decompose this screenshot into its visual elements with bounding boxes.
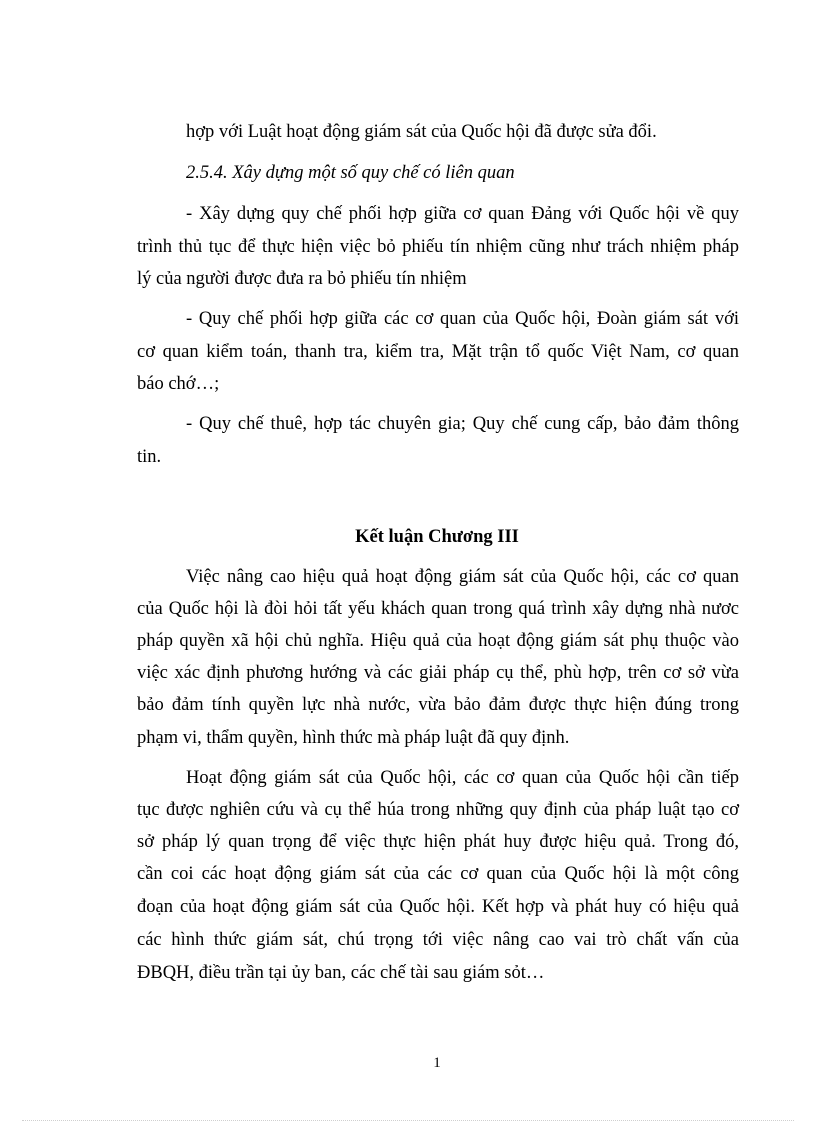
- paragraph-line: - Quy chế thuê, hợp tác chuyên gia; Quy chế cung cấp, bảo đảm thông: [186, 414, 739, 434]
- paragraph-line: của Quốc hội là đòi hỏi tất yếu khách quan trong quá trình xây dựng nhà nươc: [137, 599, 739, 619]
- paragraph-line: tin.: [137, 447, 162, 467]
- page-bottom-divider: [22, 1120, 794, 1121]
- paragraph-line: đoạn của hoạt động giám sát của Quốc hội. Kết hợp và phát huy có hiệu quả: [137, 897, 739, 917]
- paragraph-line: cần coi các hoạt động giám sát của các cơ quan của Quốc hội là một công: [137, 864, 739, 884]
- paragraph-line: các hình thức giám sát, chú trọng tới việc nâng cao vai trò chất vấn của: [137, 930, 739, 950]
- paragraph-line: - Quy chế phối hợp giữa các cơ quan của Quốc hội, Đoàn giám sát với: [186, 309, 739, 329]
- paragraph-line: ĐBQH, điều trần tại ủy ban, các chế tài sau giám sỏt…: [137, 963, 545, 983]
- paragraph-line: việc xác định phương hướng và các giải pháp cụ thể, phù hợp, trên cơ sở vừa: [137, 663, 739, 683]
- paragraph-line: Việc nâng cao hiệu quả hoạt động giám sát của Quốc hội, các cơ quan: [186, 567, 739, 587]
- paragraph-line: tục được nghiên cứu và cụ thể húa trong những quy định của pháp luật tạo cơ: [137, 800, 739, 820]
- paragraph-line: bảo đảm tính quyền lực nhà nước, vừa bảo đảm được thực hiện đúng trong: [137, 695, 739, 715]
- paragraph-line: sở pháp lý quan trọng để việc thực hiện phát huy được hiệu quả. Trong đó,: [137, 832, 739, 852]
- paragraph-line: trình thủ tục để thực hiện việc bỏ phiếu tín nhiệm cũng như trách nhiệm pháp: [137, 237, 739, 257]
- paragraph-line: báo chớ…;: [137, 374, 220, 394]
- paragraph-line: pháp quyền xã hội chủ nghĩa. Hiệu quả của hoạt động giám sát phụ thuộc vào: [137, 631, 739, 651]
- paragraph-line: Hoạt động giám sát của Quốc hội, các cơ quan của Quốc hội cần tiếp: [186, 768, 739, 788]
- paragraph-line: - Xây dựng quy chế phối hợp giữa cơ quan Đảng với Quốc hội về quy: [186, 204, 739, 224]
- paragraph-line: cơ quan kiểm toán, thanh tra, kiểm tra, Mặt trận tổ quốc Việt Nam, cơ quan: [137, 342, 739, 362]
- paragraph-line: hợp với Luật hoạt động giám sát của Quốc hội đã được sửa đổi.: [186, 122, 657, 142]
- chapter-conclusion-heading: Kết luận Chương III: [355, 527, 519, 547]
- paragraph-line: lý của người được đưa ra bỏ phiếu tín nhiệm: [137, 269, 467, 289]
- page-number: 1: [433, 1055, 441, 1071]
- paragraph-line: phạm vi, thẩm quyền, hình thức mà pháp luật đã quy định.: [137, 728, 570, 748]
- section-heading: 2.5.4. Xây dựng một số quy chế có liên quan: [186, 163, 515, 183]
